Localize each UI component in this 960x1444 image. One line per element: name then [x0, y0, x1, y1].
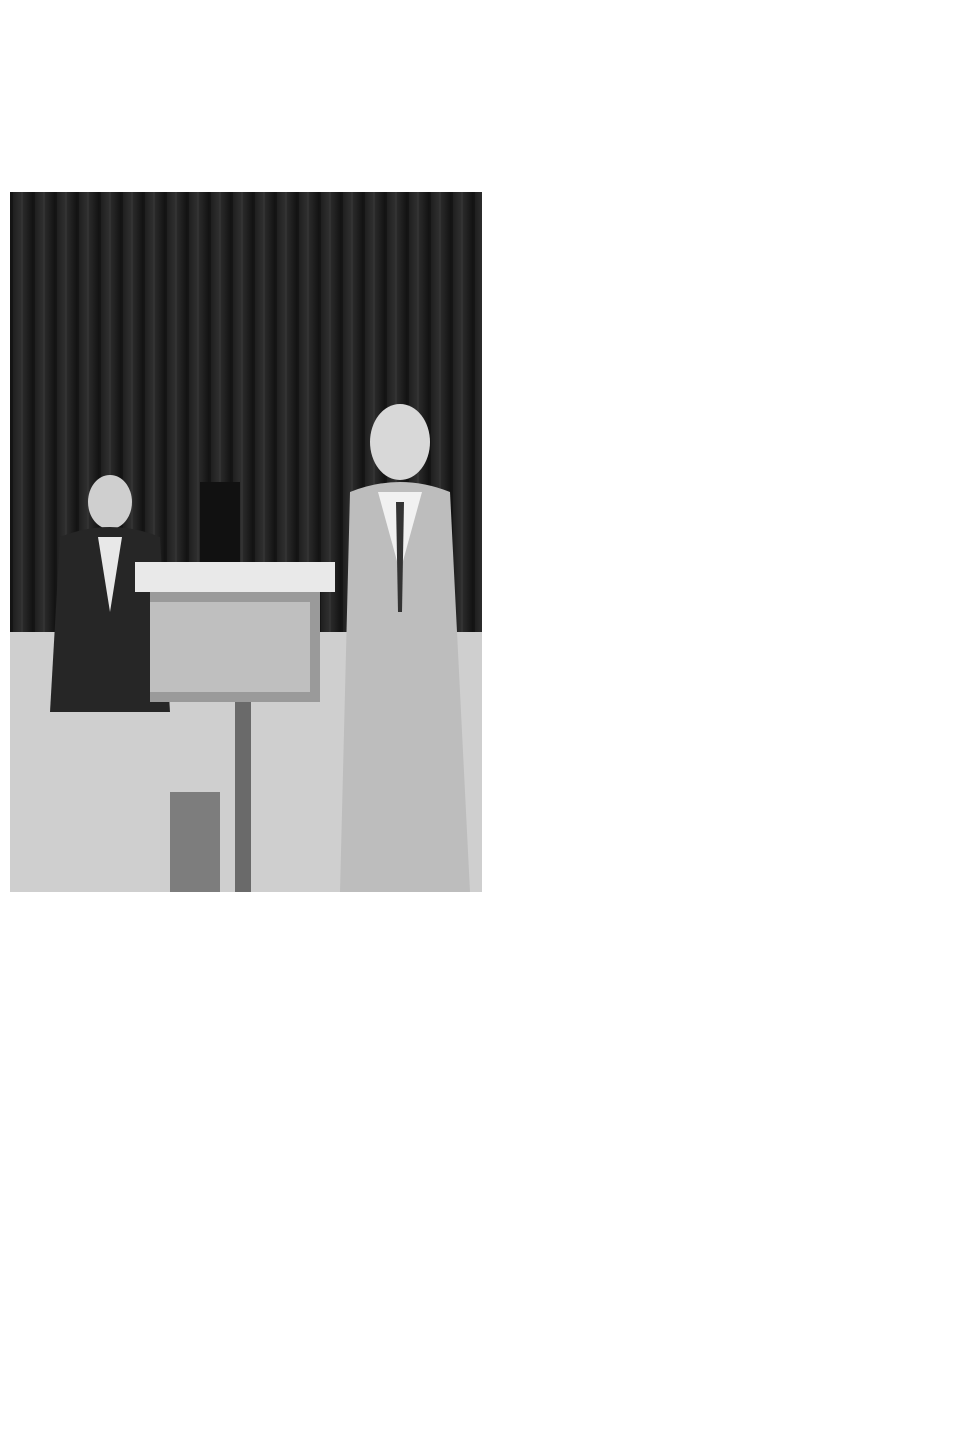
symposium-photo-image	[10, 192, 482, 892]
photo-lecturer-at-symposium	[10, 192, 482, 892]
